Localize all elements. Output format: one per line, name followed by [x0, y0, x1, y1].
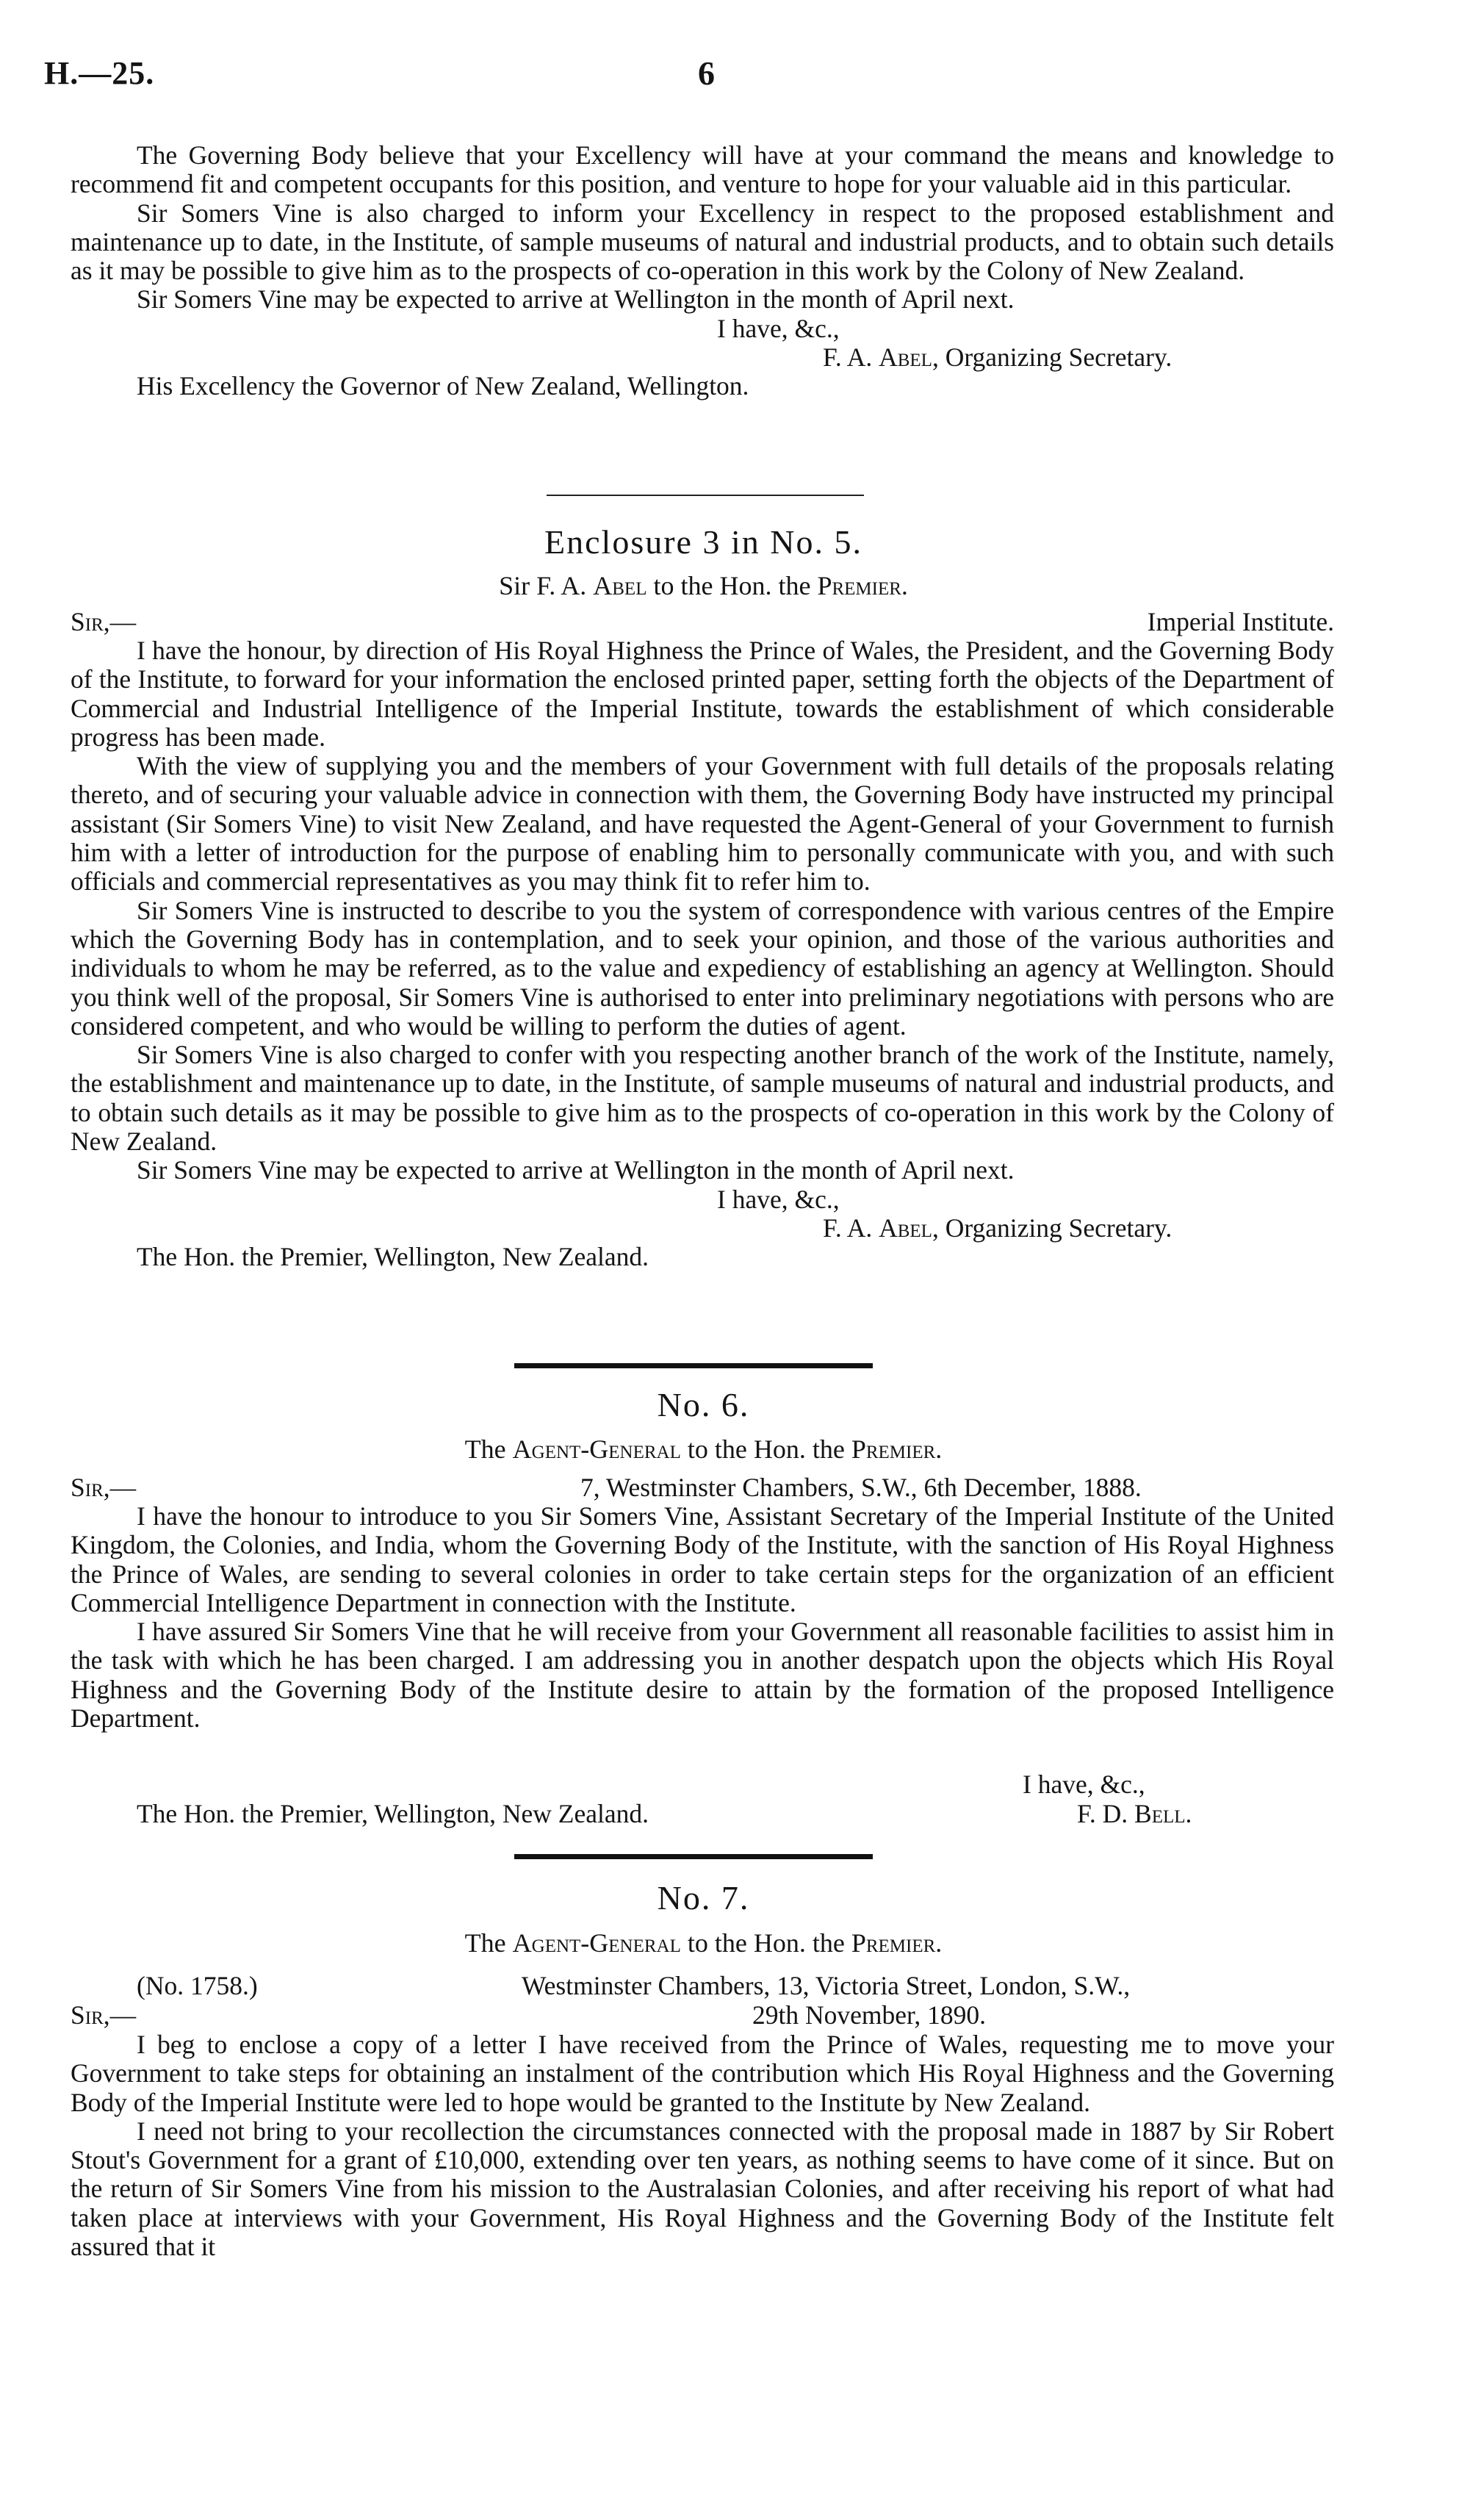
- closing: I have, &c.,: [717, 1184, 840, 1214]
- no6-letter: [71, 1501, 1334, 1828]
- enclosure-title: Enclosure 3 in No. 5.: [544, 523, 862, 561]
- divider: [514, 1854, 873, 1859]
- paragraph: The Governing Body believe that your Excellency will have at your command the means and knowledge to recommend fit and competent occupants for this position, and venture to hope for your valuable aid in this particular.: [71, 140, 1334, 199]
- paragraph: I have assured Sir Somers Vine that he will receive from your Government all reasonable facilities to assist him in the task with which he has been charged. I am addressing you in another despatch upon the objects which His Royal Highness and the Governing Body of the Institute desire to attain by the formation of the proposed Intelligence Department.: [71, 1617, 1334, 1734]
- divider: [514, 1363, 873, 1368]
- salutation-row: [71, 1473, 1334, 1503]
- letter-place-date: 7, Westminster Chambers, S.W., 6th December, 1888.: [580, 1473, 1142, 1502]
- signature: F. A. Abel, Organizing Secretary.: [823, 1213, 1173, 1243]
- reference-number: (No. 1758.): [137, 1971, 258, 2000]
- salutation: Sir,—: [71, 1473, 137, 1502]
- letter-place: Westminster Chambers, 13, Victoria Street, London, S.W.,: [522, 1971, 1131, 2000]
- letter-subtitle: The Agent-General to the Hon. the Premier.: [464, 1928, 943, 1958]
- page-number: 6: [698, 54, 715, 92]
- letter-subtitle: The Agent-General to the Hon. the Premier.: [464, 1434, 943, 1464]
- addressee: The Hon. the Premier, Wellington, New Zealand.: [137, 1799, 649, 1828]
- addressee: His Excellency the Governor of New Zealand, Wellington.: [137, 371, 749, 401]
- letter-date: 29th November, 1890.: [752, 2000, 987, 2030]
- closing: I have, &c.,: [717, 313, 840, 343]
- letter-number: No. 6.: [657, 1386, 750, 1423]
- paragraph: Sir Somers Vine may be expected to arrive at Wellington in the month of April next.: [137, 1155, 1015, 1185]
- top-letter: [71, 141, 1334, 401]
- document-code: H.—25.: [44, 55, 155, 91]
- salutation-row: [71, 608, 1334, 637]
- paragraph: Sir Somers Vine is also charged to confer with you respecting another branch of the work of the Institute, namely, the establishment and maintenance up to date, in the Institute, of sample museums of natural and industrial products, and to obtain such details as it may be possible to give him as to the prospects of co-operation in this work by the Colony of New Zealand.: [71, 1040, 1334, 1157]
- signature: F. A. Abel, Organizing Secretary.: [823, 342, 1173, 373]
- enclosure-subtitle: Sir F. A. Abel to the Hon. the Premier.: [499, 571, 908, 600]
- paragraph: I have the honour, by direction of His Royal Highness the Prince of Wales, the President, and the Governing Body of the Institute, to forward for your information the enclosed printed paper, setting forth the objects of the Department of Commercial and Industrial Intelligence of the Imperial Institute, towards the establishment of which considerable progress has been made.: [71, 636, 1334, 752]
- addressee: The Hon. the Premier, Wellington, New Zealand.: [137, 1242, 649, 1272]
- paragraph: I have the honour to introduce to you Sir Somers Vine, Assistant Secretary of the Imperial Institute of the United Kingdom, the Colonies, and India, whom the Governing Body of the Institute, with the sanction of His Royal Highness the Prince of Wales, are sending to several colonies in order to take certain steps for the organization of an efficient Commercial Intelligence Department in connection with the Institute.: [71, 1501, 1334, 1617]
- paragraph: Sir Somers Vine may be expected to arrive at Wellington in the month of April next.: [137, 284, 1015, 315]
- closing: I have, &c.,: [1023, 1770, 1145, 1799]
- paragraph: I need not bring to your recollection the circumstances connected with the proposal made in 1887 by Sir Robert Stout's Government for a grant of £10,000, extending over ten years, as nothing seems to have come of it since. But on the return of Sir Somers Vine from his mission to the Australasian Colonies, and after receiving his report of what had taken place at interviews with your Government, His Royal Highness and the Governing Body of the Institute felt assured that it: [71, 2116, 1334, 2262]
- signature: F. D. Bell.: [1077, 1799, 1192, 1828]
- divider: [547, 495, 864, 496]
- no7-letter: [71, 2030, 1334, 2261]
- paragraph: Sir Somers Vine is also charged to inform your Excellency in respect to the proposed establishment and maintenance up to date, in the Institute, of sample museums of natural and industrial products, and to obtain such details as it may be possible to give him as to the prospects of co-operation in this work by the Colony of New Zealand.: [71, 198, 1334, 286]
- salutation: Sir,—: [71, 2000, 137, 2030]
- paragraph: Sir Somers Vine is instructed to describe to you the system of correspondence with various centres of the Empire which the Governing Body has in contemplation, and to seek your opinion, and those of the various authorities and individuals to whom he may be referred, as to the value and expediency of establishing an agency at Wellington. Should you think well of the proposal, Sir Somers Vine is authorised to enter into preliminary negotiations with persons who are considered competent, and who would be willing to perform the duties of agent.: [71, 895, 1334, 1041]
- letter-number: No. 7.: [657, 1879, 750, 1917]
- paragraph: With the view of supplying you and the members of your Government with full details of the proposals relating thereto, and of securing your valuable advice in connection with them, the Governing Body have instructed my principal assistant (Sir Somers Vine) to visit New Zealand, and have requested the Agent-General of your Government to furnish him with a letter of introduction for the purpose of enabling him to personally communicate with you, and with such officials and commercial representatives as you may think fit to refer him to.: [71, 751, 1334, 897]
- salutation: Sir,—: [71, 607, 137, 636]
- paragraph: I beg to enclose a copy of a letter I have received from the Prince of Wales, requesting me to move your Government to take steps for obtaining an instalment of the contribution which His Royal Highness and the Governing Body of the Imperial Institute were led to hope would be granted to the Institute by New Zealand.: [71, 2030, 1334, 2117]
- letter-place: Imperial Institute.: [1147, 607, 1334, 636]
- enclosure-letter: [71, 636, 1334, 1272]
